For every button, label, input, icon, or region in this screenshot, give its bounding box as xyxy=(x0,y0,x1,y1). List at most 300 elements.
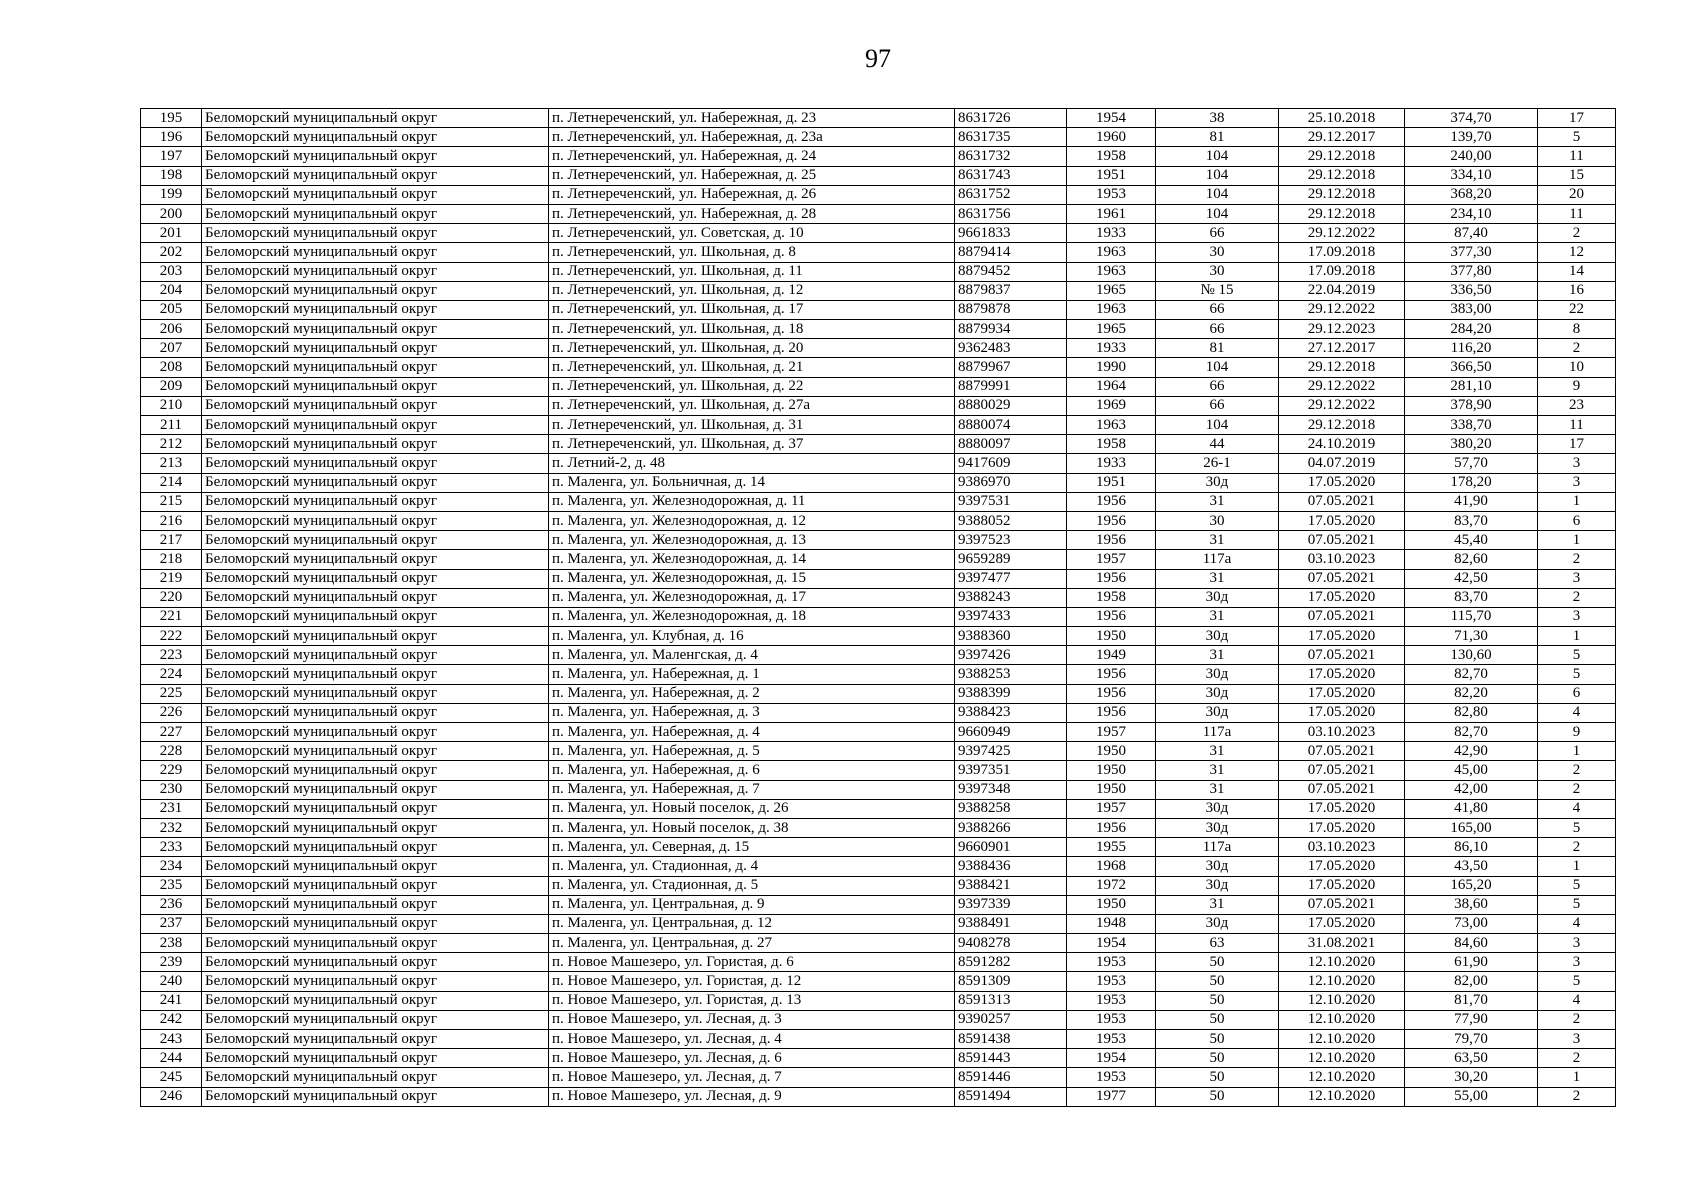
table-row xyxy=(141,377,1616,396)
area-cell: 139,70 xyxy=(1405,128,1538,147)
document-date-cell: 24.10.2019 xyxy=(1279,435,1405,454)
area-cell: 57,70 xyxy=(1405,454,1538,473)
document-date-cell: 17.05.2020 xyxy=(1279,703,1405,722)
row-number-cell: 236 xyxy=(141,895,202,914)
document-number-cell: 30д xyxy=(1156,684,1279,703)
build-year-cell: 1955 xyxy=(1067,838,1156,857)
municipality-name-cell: Беломорский муниципальный округ xyxy=(202,607,549,626)
document-date-cell: 12.10.2020 xyxy=(1279,1068,1405,1087)
address-cell: п. Летнереченский, ул. Школьная, д. 27а xyxy=(549,396,955,415)
area-cell: 178,20 xyxy=(1405,473,1538,492)
document-number-cell: 30д xyxy=(1156,876,1279,895)
table-row xyxy=(141,1010,1616,1029)
cadastral-number-cell: 9388052 xyxy=(955,511,1067,530)
municipality-name-cell: Беломорский муниципальный округ xyxy=(202,665,549,684)
row-number-cell: 228 xyxy=(141,742,202,761)
document-date-cell: 07.05.2021 xyxy=(1279,742,1405,761)
document-number-cell: 117а xyxy=(1156,550,1279,569)
build-year-cell: 1949 xyxy=(1067,646,1156,665)
table-row xyxy=(141,128,1616,147)
address-cell: п. Летнереченский, ул. Набережная, д. 23а xyxy=(549,128,955,147)
build-year-cell: 1956 xyxy=(1067,703,1156,722)
address-cell: п. Новое Машезеро, ул. Лесная, д. 4 xyxy=(549,1030,955,1049)
municipality-name-cell: Беломорский муниципальный округ xyxy=(202,857,549,876)
address-cell: п. Летнереченский, ул. Школьная, д. 21 xyxy=(549,358,955,377)
residents-count-cell: 15 xyxy=(1538,166,1616,185)
document-date-cell: 29.12.2022 xyxy=(1279,300,1405,319)
cadastral-number-cell: 9388243 xyxy=(955,588,1067,607)
table-row xyxy=(141,454,1616,473)
build-year-cell: 1956 xyxy=(1067,569,1156,588)
document-number-cell: 30д xyxy=(1156,799,1279,818)
cadastral-number-cell: 9388399 xyxy=(955,684,1067,703)
row-number-cell: 198 xyxy=(141,166,202,185)
build-year-cell: 1950 xyxy=(1067,627,1156,646)
address-cell: п. Маленга, ул. Железнодорожная, д. 14 xyxy=(549,550,955,569)
municipality-name-cell: Беломорский муниципальный округ xyxy=(202,435,549,454)
cadastral-number-cell: 8631743 xyxy=(955,166,1067,185)
cadastral-number-cell: 8631752 xyxy=(955,185,1067,204)
build-year-cell: 1965 xyxy=(1067,320,1156,339)
build-year-cell: 1953 xyxy=(1067,972,1156,991)
municipality-name-cell: Беломорский муниципальный округ xyxy=(202,300,549,319)
document-number-cell: 30 xyxy=(1156,511,1279,530)
document-number-cell: 31 xyxy=(1156,607,1279,626)
document-number-cell: 66 xyxy=(1156,224,1279,243)
build-year-cell: 1968 xyxy=(1067,857,1156,876)
residents-count-cell: 5 xyxy=(1538,646,1616,665)
municipality-name-cell: Беломорский муниципальный округ xyxy=(202,128,549,147)
address-cell: п. Маленга, ул. Центральная, д. 27 xyxy=(549,934,955,953)
table-row xyxy=(141,953,1616,972)
document-number-cell: 30д xyxy=(1156,703,1279,722)
address-cell: п. Маленга, ул. Набережная, д. 1 xyxy=(549,665,955,684)
document-number-cell: 50 xyxy=(1156,972,1279,991)
address-cell: п. Маленга, ул. Набережная, д. 3 xyxy=(549,703,955,722)
area-cell: 338,70 xyxy=(1405,416,1538,435)
address-cell: п. Летнереченский, ул. Набережная, д. 26 xyxy=(549,185,955,204)
residents-count-cell: 3 xyxy=(1538,934,1616,953)
cadastral-number-cell: 9362483 xyxy=(955,339,1067,358)
build-year-cell: 1953 xyxy=(1067,1068,1156,1087)
municipality-name-cell: Беломорский муниципальный округ xyxy=(202,224,549,243)
document-date-cell: 03.10.2023 xyxy=(1279,550,1405,569)
build-year-cell: 1948 xyxy=(1067,914,1156,933)
document-date-cell: 17.05.2020 xyxy=(1279,818,1405,837)
row-number-cell: 199 xyxy=(141,185,202,204)
build-year-cell: 1977 xyxy=(1067,1087,1156,1106)
document-date-cell: 17.09.2018 xyxy=(1279,262,1405,281)
build-year-cell: 1953 xyxy=(1067,185,1156,204)
area-cell: 377,30 xyxy=(1405,243,1538,262)
cadastral-number-cell: 8879414 xyxy=(955,243,1067,262)
document-number-cell: 31 xyxy=(1156,492,1279,511)
cadastral-number-cell: 9388266 xyxy=(955,818,1067,837)
area-cell: 77,90 xyxy=(1405,1010,1538,1029)
document-date-cell: 22.04.2019 xyxy=(1279,281,1405,300)
residents-count-cell: 5 xyxy=(1538,895,1616,914)
residents-count-cell: 1 xyxy=(1538,1068,1616,1087)
document-date-cell: 25.10.2018 xyxy=(1279,109,1405,128)
document-number-cell: 31 xyxy=(1156,780,1279,799)
row-number-cell: 227 xyxy=(141,723,202,742)
document-date-cell: 17.05.2020 xyxy=(1279,857,1405,876)
address-cell: п. Маленга, ул. Железнодорожная, д. 17 xyxy=(549,588,955,607)
document-number-cell: 44 xyxy=(1156,435,1279,454)
municipality-name-cell: Беломорский муниципальный округ xyxy=(202,320,549,339)
document-number-cell: 30д xyxy=(1156,665,1279,684)
cadastral-number-cell: 9659289 xyxy=(955,550,1067,569)
table-row xyxy=(141,607,1616,626)
table-row xyxy=(141,934,1616,953)
table-row xyxy=(141,550,1616,569)
row-number-cell: 204 xyxy=(141,281,202,300)
area-cell: 82,00 xyxy=(1405,972,1538,991)
row-number-cell: 202 xyxy=(141,243,202,262)
document-date-cell: 27.12.2017 xyxy=(1279,339,1405,358)
address-cell: п. Новое Машезеро, ул. Гористая, д. 12 xyxy=(549,972,955,991)
residents-count-cell: 2 xyxy=(1538,588,1616,607)
row-number-cell: 242 xyxy=(141,1010,202,1029)
area-cell: 366,50 xyxy=(1405,358,1538,377)
cadastral-number-cell: 9397351 xyxy=(955,761,1067,780)
build-year-cell: 1958 xyxy=(1067,435,1156,454)
municipality-name-cell: Беломорский муниципальный округ xyxy=(202,550,549,569)
residents-count-cell: 12 xyxy=(1538,243,1616,262)
build-year-cell: 1957 xyxy=(1067,723,1156,742)
build-year-cell: 1965 xyxy=(1067,281,1156,300)
document-number-cell: 50 xyxy=(1156,1068,1279,1087)
page-number: 97 xyxy=(865,44,891,73)
document-number-cell: 81 xyxy=(1156,128,1279,147)
document-date-cell: 29.12.2017 xyxy=(1279,128,1405,147)
row-number-cell: 237 xyxy=(141,914,202,933)
document-number-cell: 30 xyxy=(1156,262,1279,281)
residents-count-cell: 4 xyxy=(1538,799,1616,818)
document-number-cell: 104 xyxy=(1156,185,1279,204)
residents-count-cell: 3 xyxy=(1538,953,1616,972)
residents-count-cell: 17 xyxy=(1538,109,1616,128)
municipality-name-cell: Беломорский муниципальный округ xyxy=(202,588,549,607)
cadastral-number-cell: 9397426 xyxy=(955,646,1067,665)
row-number-cell: 216 xyxy=(141,511,202,530)
document-date-cell: 17.09.2018 xyxy=(1279,243,1405,262)
build-year-cell: 1933 xyxy=(1067,224,1156,243)
table-row xyxy=(141,224,1616,243)
table-row xyxy=(141,799,1616,818)
residents-count-cell: 2 xyxy=(1538,1010,1616,1029)
document-date-cell: 12.10.2020 xyxy=(1279,953,1405,972)
cadastral-number-cell: 9390257 xyxy=(955,1010,1067,1029)
registry-body xyxy=(141,109,1616,1107)
row-number-cell: 246 xyxy=(141,1087,202,1106)
build-year-cell: 1950 xyxy=(1067,742,1156,761)
address-cell: п. Маленга, ул. Больничная, д. 14 xyxy=(549,473,955,492)
municipality-name-cell: Беломорский муниципальный округ xyxy=(202,953,549,972)
table-row xyxy=(141,569,1616,588)
residents-count-cell: 1 xyxy=(1538,627,1616,646)
row-number-cell: 241 xyxy=(141,991,202,1010)
row-number-cell: 240 xyxy=(141,972,202,991)
area-cell: 84,60 xyxy=(1405,934,1538,953)
row-number-cell: 215 xyxy=(141,492,202,511)
area-cell: 116,20 xyxy=(1405,339,1538,358)
build-year-cell: 1954 xyxy=(1067,1049,1156,1068)
municipality-name-cell: Беломорский муниципальный округ xyxy=(202,876,549,895)
document-number-cell: 50 xyxy=(1156,953,1279,972)
build-year-cell: 1950 xyxy=(1067,761,1156,780)
table-row xyxy=(141,339,1616,358)
document-number-cell: 30д xyxy=(1156,473,1279,492)
municipality-name-cell: Беломорский муниципальный округ xyxy=(202,339,549,358)
area-cell: 83,70 xyxy=(1405,588,1538,607)
municipality-name-cell: Беломорский муниципальный округ xyxy=(202,1030,549,1049)
table-row xyxy=(141,914,1616,933)
cadastral-number-cell: 8631756 xyxy=(955,204,1067,223)
row-number-cell: 209 xyxy=(141,377,202,396)
address-cell: п. Маленга, ул. Железнодорожная, д. 15 xyxy=(549,569,955,588)
residents-count-cell: 17 xyxy=(1538,435,1616,454)
document-number-cell: 66 xyxy=(1156,396,1279,415)
area-cell: 82,70 xyxy=(1405,723,1538,742)
address-cell: п. Летнереченский, ул. Советская, д. 10 xyxy=(549,224,955,243)
address-cell: п. Летний-2, д. 48 xyxy=(549,454,955,473)
row-number-cell: 239 xyxy=(141,953,202,972)
document-date-cell: 17.05.2020 xyxy=(1279,473,1405,492)
cadastral-number-cell: 8591313 xyxy=(955,991,1067,1010)
document-number-cell: 31 xyxy=(1156,742,1279,761)
document-date-cell: 17.05.2020 xyxy=(1279,799,1405,818)
document-number-cell: 66 xyxy=(1156,377,1279,396)
municipality-name-cell: Беломорский муниципальный округ xyxy=(202,531,549,550)
residents-count-cell: 3 xyxy=(1538,569,1616,588)
area-cell: 61,90 xyxy=(1405,953,1538,972)
address-cell: п. Маленга, ул. Железнодорожная, д. 11 xyxy=(549,492,955,511)
area-cell: 383,00 xyxy=(1405,300,1538,319)
area-cell: 71,30 xyxy=(1405,627,1538,646)
residents-count-cell: 5 xyxy=(1538,818,1616,837)
area-cell: 45,00 xyxy=(1405,761,1538,780)
document-number-cell: 31 xyxy=(1156,569,1279,588)
document-number-cell: 66 xyxy=(1156,300,1279,319)
build-year-cell: 1953 xyxy=(1067,953,1156,972)
municipality-name-cell: Беломорский муниципальный округ xyxy=(202,895,549,914)
document-number-cell: 31 xyxy=(1156,761,1279,780)
table-row xyxy=(141,416,1616,435)
residents-count-cell: 9 xyxy=(1538,723,1616,742)
area-cell: 334,10 xyxy=(1405,166,1538,185)
table-row xyxy=(141,396,1616,415)
area-cell: 45,40 xyxy=(1405,531,1538,550)
document-number-cell: 50 xyxy=(1156,1010,1279,1029)
area-cell: 79,70 xyxy=(1405,1030,1538,1049)
table-row xyxy=(141,320,1616,339)
table-row xyxy=(141,262,1616,281)
document-date-cell: 03.10.2023 xyxy=(1279,838,1405,857)
address-cell: п. Маленга, ул. Стадионная, д. 5 xyxy=(549,876,955,895)
document-number-cell: 26-1 xyxy=(1156,454,1279,473)
document-number-cell: 63 xyxy=(1156,934,1279,953)
residents-count-cell: 8 xyxy=(1538,320,1616,339)
cadastral-number-cell: 8880074 xyxy=(955,416,1067,435)
row-number-cell: 222 xyxy=(141,627,202,646)
cadastral-number-cell: 9388258 xyxy=(955,799,1067,818)
document-date-cell: 12.10.2020 xyxy=(1279,1030,1405,1049)
table-row xyxy=(141,204,1616,223)
address-cell: п. Маленга, ул. Клубная, д. 16 xyxy=(549,627,955,646)
document-number-cell: 31 xyxy=(1156,895,1279,914)
build-year-cell: 1950 xyxy=(1067,780,1156,799)
area-cell: 378,90 xyxy=(1405,396,1538,415)
document-number-cell: 104 xyxy=(1156,416,1279,435)
address-cell: п. Маленга, ул. Набережная, д. 6 xyxy=(549,761,955,780)
row-number-cell: 220 xyxy=(141,588,202,607)
municipality-name-cell: Беломорский муниципальный округ xyxy=(202,243,549,262)
municipality-name-cell: Беломорский муниципальный округ xyxy=(202,262,549,281)
document-number-cell: 31 xyxy=(1156,646,1279,665)
address-cell: п. Маленга, ул. Маленгская, д. 4 xyxy=(549,646,955,665)
cadastral-number-cell: 9386970 xyxy=(955,473,1067,492)
residents-count-cell: 23 xyxy=(1538,396,1616,415)
document-number-cell: 117а xyxy=(1156,723,1279,742)
area-cell: 83,70 xyxy=(1405,511,1538,530)
area-cell: 284,20 xyxy=(1405,320,1538,339)
area-cell: 38,60 xyxy=(1405,895,1538,914)
build-year-cell: 1954 xyxy=(1067,934,1156,953)
table-row xyxy=(141,511,1616,530)
cadastral-number-cell: 8591438 xyxy=(955,1030,1067,1049)
cadastral-number-cell: 9408278 xyxy=(955,934,1067,953)
build-year-cell: 1958 xyxy=(1067,147,1156,166)
document-number-cell: 38 xyxy=(1156,109,1279,128)
row-number-cell: 245 xyxy=(141,1068,202,1087)
row-number-cell: 225 xyxy=(141,684,202,703)
area-cell: 82,80 xyxy=(1405,703,1538,722)
document-date-cell: 12.10.2020 xyxy=(1279,972,1405,991)
build-year-cell: 1956 xyxy=(1067,511,1156,530)
residents-count-cell: 4 xyxy=(1538,991,1616,1010)
residents-count-cell: 2 xyxy=(1538,780,1616,799)
build-year-cell: 1956 xyxy=(1067,531,1156,550)
row-number-cell: 208 xyxy=(141,358,202,377)
build-year-cell: 1972 xyxy=(1067,876,1156,895)
document-date-cell: 12.10.2020 xyxy=(1279,991,1405,1010)
cadastral-number-cell: 8879452 xyxy=(955,262,1067,281)
residents-count-cell: 2 xyxy=(1538,1087,1616,1106)
address-cell: п. Летнереченский, ул. Школьная, д. 12 xyxy=(549,281,955,300)
area-cell: 42,50 xyxy=(1405,569,1538,588)
document-date-cell: 29.12.2018 xyxy=(1279,185,1405,204)
area-cell: 41,90 xyxy=(1405,492,1538,511)
document-date-cell: 07.05.2021 xyxy=(1279,607,1405,626)
area-cell: 115,70 xyxy=(1405,607,1538,626)
cadastral-number-cell: 9397531 xyxy=(955,492,1067,511)
municipality-name-cell: Беломорский муниципальный округ xyxy=(202,204,549,223)
row-number-cell: 196 xyxy=(141,128,202,147)
cadastral-number-cell: 9388421 xyxy=(955,876,1067,895)
residents-count-cell: 6 xyxy=(1538,684,1616,703)
row-number-cell: 243 xyxy=(141,1030,202,1049)
build-year-cell: 1961 xyxy=(1067,204,1156,223)
area-cell: 82,20 xyxy=(1405,684,1538,703)
residents-count-cell: 16 xyxy=(1538,281,1616,300)
table-row xyxy=(141,761,1616,780)
row-number-cell: 197 xyxy=(141,147,202,166)
cadastral-number-cell: 8880029 xyxy=(955,396,1067,415)
document-date-cell: 31.08.2021 xyxy=(1279,934,1405,953)
address-cell: п. Летнереченский, ул. Школьная, д. 18 xyxy=(549,320,955,339)
residents-count-cell: 6 xyxy=(1538,511,1616,530)
address-cell: п. Новое Машезеро, ул. Лесная, д. 9 xyxy=(549,1087,955,1106)
table-row xyxy=(141,109,1616,128)
document-date-cell: 07.05.2021 xyxy=(1279,780,1405,799)
area-cell: 374,70 xyxy=(1405,109,1538,128)
residents-count-cell: 5 xyxy=(1538,128,1616,147)
area-cell: 380,20 xyxy=(1405,435,1538,454)
area-cell: 42,90 xyxy=(1405,742,1538,761)
address-cell: п. Маленга, ул. Центральная, д. 9 xyxy=(549,895,955,914)
row-number-cell: 201 xyxy=(141,224,202,243)
cadastral-number-cell: 8591494 xyxy=(955,1087,1067,1106)
document-number-cell: 50 xyxy=(1156,1030,1279,1049)
municipality-name-cell: Беломорский муниципальный округ xyxy=(202,646,549,665)
area-cell: 86,10 xyxy=(1405,838,1538,857)
municipality-name-cell: Беломорский муниципальный округ xyxy=(202,454,549,473)
row-number-cell: 230 xyxy=(141,780,202,799)
cadastral-number-cell: 9660949 xyxy=(955,723,1067,742)
address-cell: п. Маленга, ул. Центральная, д. 12 xyxy=(549,914,955,933)
area-cell: 87,40 xyxy=(1405,224,1538,243)
build-year-cell: 1950 xyxy=(1067,895,1156,914)
municipality-name-cell: Беломорский муниципальный округ xyxy=(202,838,549,857)
build-year-cell: 1969 xyxy=(1067,396,1156,415)
cadastral-number-cell: 9660901 xyxy=(955,838,1067,857)
address-cell: п. Маленга, ул. Железнодорожная, д. 18 xyxy=(549,607,955,626)
area-cell: 82,70 xyxy=(1405,665,1538,684)
table-row xyxy=(141,473,1616,492)
document-number-cell: 30д xyxy=(1156,588,1279,607)
row-number-cell: 205 xyxy=(141,300,202,319)
residents-count-cell: 1 xyxy=(1538,857,1616,876)
document-number-cell: 117а xyxy=(1156,838,1279,857)
municipality-name-cell: Беломорский муниципальный округ xyxy=(202,109,549,128)
cadastral-number-cell: 8591443 xyxy=(955,1049,1067,1068)
residents-count-cell: 3 xyxy=(1538,473,1616,492)
row-number-cell: 224 xyxy=(141,665,202,684)
address-cell: п. Новое Машезеро, ул. Гористая, д. 6 xyxy=(549,953,955,972)
document-number-cell: 50 xyxy=(1156,991,1279,1010)
address-cell: п. Летнереченский, ул. Школьная, д. 11 xyxy=(549,262,955,281)
document-date-cell: 29.12.2022 xyxy=(1279,377,1405,396)
address-cell: п. Летнереченский, ул. Школьная, д. 8 xyxy=(549,243,955,262)
municipality-name-cell: Беломорский муниципальный округ xyxy=(202,511,549,530)
municipality-name-cell: Беломорский муниципальный округ xyxy=(202,742,549,761)
cadastral-number-cell: 9397523 xyxy=(955,531,1067,550)
document-date-cell: 12.10.2020 xyxy=(1279,1087,1405,1106)
build-year-cell: 1956 xyxy=(1067,684,1156,703)
municipality-name-cell: Беломорский муниципальный округ xyxy=(202,1068,549,1087)
table-row xyxy=(141,185,1616,204)
residents-count-cell: 11 xyxy=(1538,147,1616,166)
residents-count-cell: 5 xyxy=(1538,876,1616,895)
table-row xyxy=(141,243,1616,262)
document-date-cell: 07.05.2021 xyxy=(1279,646,1405,665)
document-date-cell: 17.05.2020 xyxy=(1279,627,1405,646)
municipality-name-cell: Беломорский муниципальный округ xyxy=(202,703,549,722)
build-year-cell: 1963 xyxy=(1067,243,1156,262)
municipality-name-cell: Беломорский муниципальный округ xyxy=(202,723,549,742)
build-year-cell: 1951 xyxy=(1067,473,1156,492)
